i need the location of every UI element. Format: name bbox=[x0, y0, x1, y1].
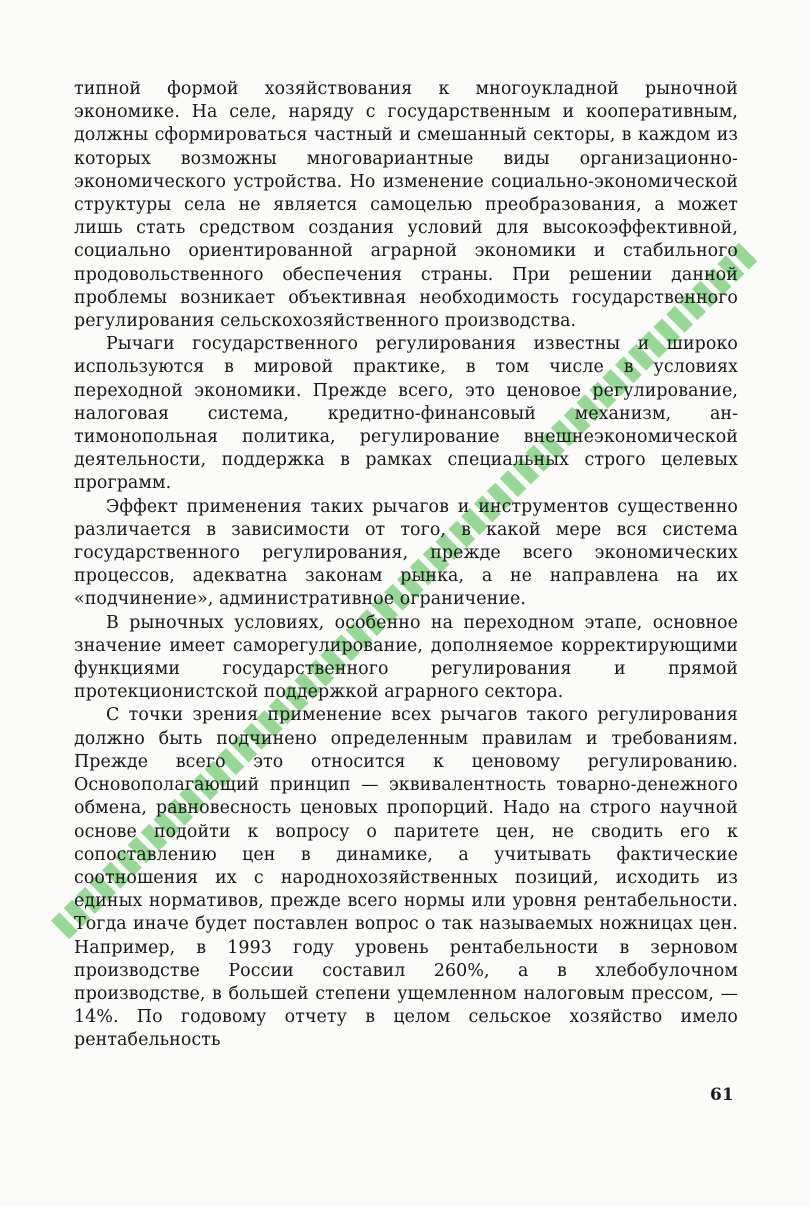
paragraph-1: типной формой хозяйствования к многоукладной рыночной экономике. На селе, наряду с государственным и кооперативным, должны сформироваться частный и смешанный секторы, в каждом из которых возможны многовариантные виды организационно-экономического устройства. Но изменение социально-экономической структуры села не является самоцелью преобразования, а может лишь стать средством создания условий для высокоэффективной, социально ориентированной аграрной экономики и стабильного продовольственного обеспечения страны. При решении данной проблемы возникает объективная необходимость государственного регулирования сельскохозяйственного производства. bbox=[74, 79, 738, 332]
paragraph-2: Рычаги государственного регулирования известны и широко используются в мировой практике, в том числе в условиях переходной экономики. Прежде всего, это ценовое регулирование, налоговая система, кредитно-финансовый механизм, антимонопольная политика, регулирование внешнеэкономической деятельности, поддержка в рамках специальных строго целевых программ. bbox=[74, 334, 738, 494]
page-number: 61 bbox=[710, 1085, 734, 1105]
paragraph-3: Эффект применения таких рычагов и инструментов существенно различается в зависимости от того, в какой мере вся система государственного регулирования, прежде всего экономических процессов, адекватна законам рынка, а не направлена на их «подчинение», административное ограничение. bbox=[74, 496, 738, 610]
paragraph-4: В рыночных условиях, особенно на переходном этапе, основное значение имеет саморегулирование, дополняемое корректирующими функциями государственного регулирования и прямой протекционистской поддержкой аграрного сектора. bbox=[74, 612, 738, 703]
paragraph-5: С точки зрения применение всех рычагов такого регулирования должно быть подчинено определенным правилам и требованиям. Прежде всего это относится к ценовому регулированию. Основополагающий принцип — эквивалентность товарно-денежного обмена, равновесность ценовых пропорций. Надо на строго научной основе подойти к вопросу о паритете цен, не сводить его к сопоставлению цен в динамике, а учитывать фактические соотношения их с народнохозяйственных позиций, исходить из единых нормативов, прежде всего нормы или уровня рентабельности. Тогда иначе будет поставлен вопрос о так называемых ножницах цен. Например, в 1993 году уровень рентабельности в зерновом производстве России составил 260%, а в хлебобулочном производстве, в большей степени ущемленном налоговым прессом, — 14%. По годовому отчету в целом сельское хозяйство имело рентабельность bbox=[74, 705, 738, 1051]
body-text bbox=[74, 78, 738, 1053]
